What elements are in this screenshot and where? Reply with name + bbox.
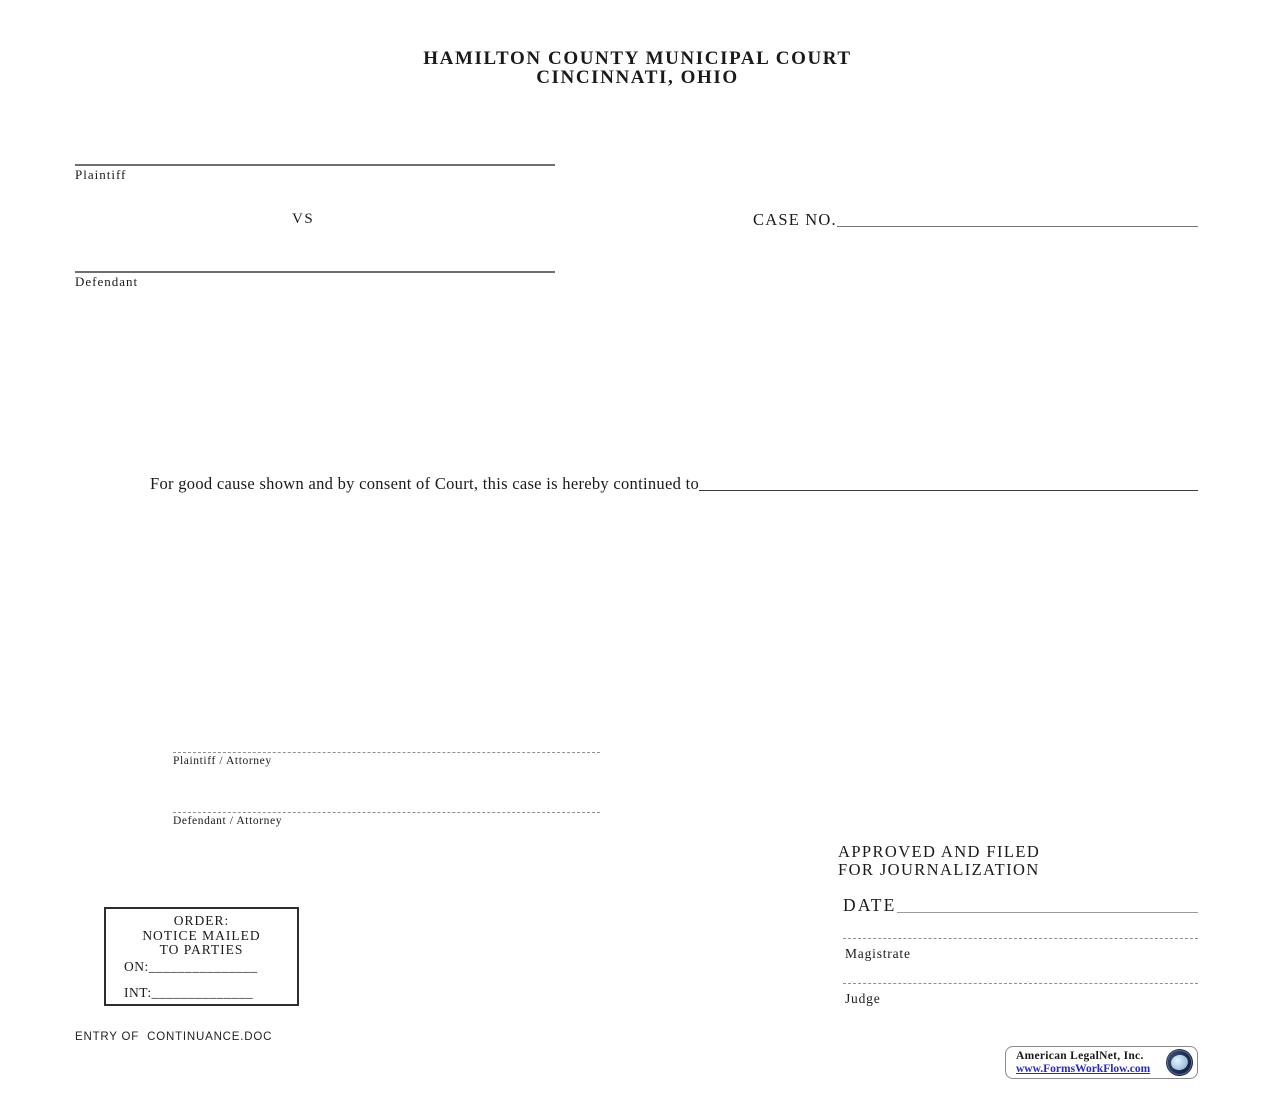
date-line	[897, 912, 1198, 913]
case-number-line	[837, 226, 1198, 227]
journalization-heading-line2: FOR JOURNALIZATION	[838, 859, 1040, 879]
continuance-sentence-row	[150, 474, 1198, 494]
document-filename: ENTRY OF CONTINUANCE.DOC	[75, 1031, 273, 1043]
order-heading-line1: ORDER:	[173, 913, 230, 928]
order-int-blank: ______________	[151, 985, 254, 1000]
order-notice-box	[104, 907, 299, 1006]
defendant-attorney-label: Defendant / Attorney	[173, 815, 283, 827]
journalization-heading	[838, 843, 1040, 878]
page-title	[0, 49, 1275, 87]
globe-logo-icon	[1163, 1046, 1196, 1079]
defendant-name-line	[75, 271, 555, 273]
defendant-attorney-signature-line	[173, 812, 600, 813]
order-int-row	[124, 985, 253, 1001]
magistrate-label: Magistrate	[845, 946, 911, 961]
american-legalnet-badge	[1005, 1046, 1198, 1079]
plaintiff-label: Plaintiff	[75, 167, 127, 182]
continuance-text: For good cause shown and by consent of Court, this case is hereby continued to	[150, 474, 700, 493]
continued-to-date-line	[699, 490, 1198, 491]
magistrate-signature-line	[843, 938, 1198, 939]
defendant-label: Defendant	[75, 274, 139, 289]
order-int-label: INT:	[124, 985, 152, 1000]
date-row	[843, 895, 1198, 916]
court-city: CINCINNATI, OHIO	[536, 67, 739, 88]
judge-label: Judge	[845, 991, 881, 1006]
order-on-blank: _______________	[148, 959, 258, 974]
order-on-row	[124, 959, 258, 975]
judge-signature-line	[843, 983, 1198, 984]
court-name: HAMILTON COUNTY MUNICIPAL COURT	[423, 48, 852, 69]
brand-company-name: American LegalNet, Inc.	[1016, 1049, 1144, 1062]
vs-label: VS	[292, 211, 315, 227]
order-box-heading	[106, 909, 297, 958]
plaintiff-attorney-label: Plaintiff / Attorney	[173, 755, 272, 767]
case-number-row	[753, 210, 1198, 230]
journalization-heading-line1: APPROVED AND FILED	[838, 842, 1041, 861]
plaintiff-attorney-signature-line	[173, 752, 600, 753]
order-heading-line2: NOTICE MAILED	[142, 927, 261, 943]
date-label: DATE	[843, 895, 897, 915]
plaintiff-name-line	[75, 164, 555, 166]
brand-url-link[interactable]: www.FormsWorkFlow.com	[1016, 1062, 1151, 1075]
case-no-label: CASE NO.	[753, 210, 837, 229]
brand-text-block	[1016, 1050, 1166, 1076]
order-on-label: ON:	[124, 959, 149, 974]
order-heading-line3: TO PARTIES	[159, 942, 244, 957]
